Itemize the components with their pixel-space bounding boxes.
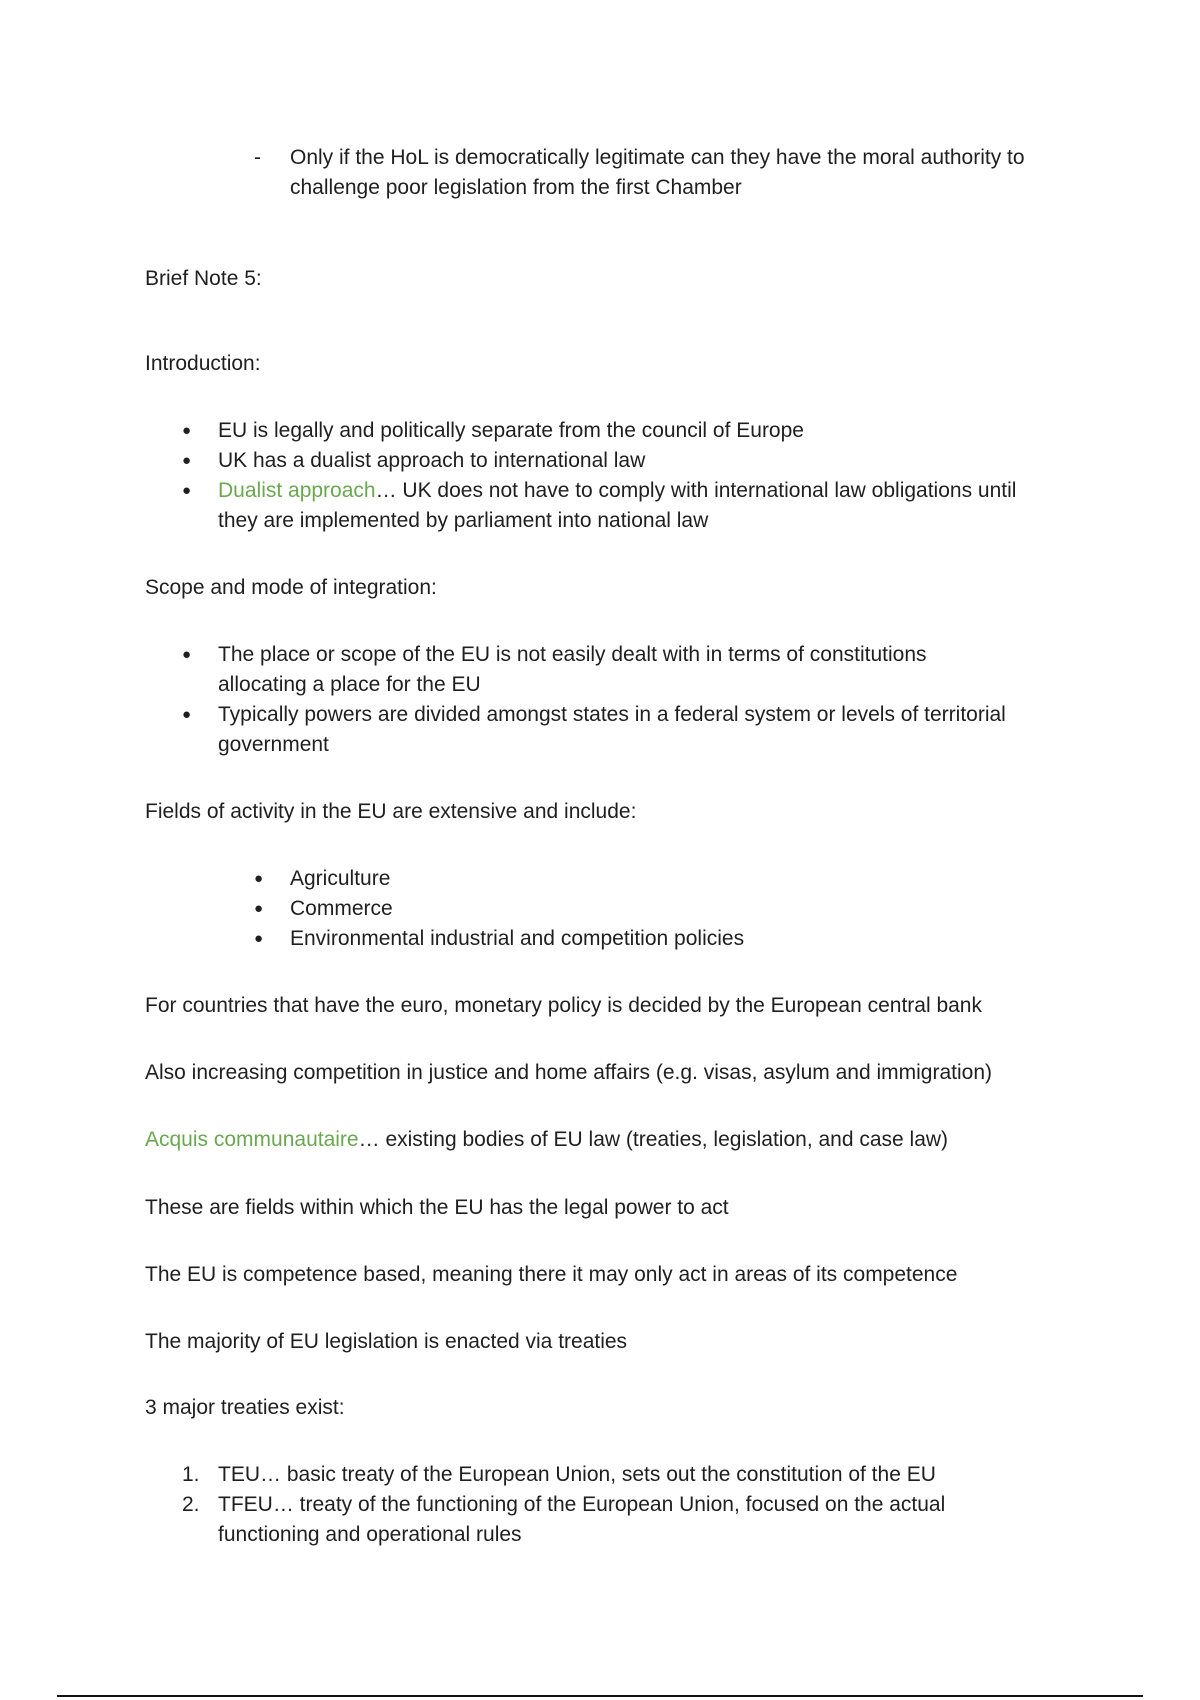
list-item — [182, 1490, 1082, 1550]
list-item — [182, 1460, 1082, 1490]
list-item-text: Commerce — [290, 897, 393, 920]
list-item — [254, 894, 1054, 924]
page-bottom-rule — [57, 1695, 1143, 1697]
bullet-icon: ● — [254, 930, 264, 947]
dualist-term: Dualist approach — [218, 479, 376, 502]
list-item — [182, 700, 1102, 760]
list-item — [182, 446, 1102, 476]
list-number: 2. — [182, 1493, 200, 1516]
list-item-text: UK has a dualist approach to international law — [218, 449, 646, 472]
introduction-list — [182, 416, 1102, 536]
list-item-text: TFEU… treaty of the functioning of the European Union, focused on the actual functioning and operational rules — [218, 1493, 946, 1546]
scope-list — [182, 640, 1102, 760]
dash-list-item — [254, 143, 1084, 203]
euro-paragraph: For countries that have the euro, monetary policy is decided by the European central bank — [145, 994, 982, 1017]
bullet-icon: ● — [182, 482, 192, 499]
competence-paragraph: The EU is competence based, meaning there it may only act in areas of its competence — [145, 1263, 958, 1286]
bullet-icon: ● — [254, 870, 264, 887]
introduction-heading: Introduction: — [145, 352, 261, 375]
list-item-text: EU is legally and politically separate from the council of Europe — [218, 419, 804, 442]
list-item-text: TEU… basic treaty of the European Union, sets out the constitution of the EU — [218, 1463, 936, 1486]
bullet-icon: ● — [254, 900, 264, 917]
justice-paragraph: Also increasing competition in justice and home affairs (e.g. visas, asylum and immigration) — [145, 1061, 992, 1084]
list-item — [254, 924, 1054, 954]
fields-list — [254, 864, 1054, 954]
fields-power-paragraph: These are fields within which the EU has the legal power to act — [145, 1196, 729, 1219]
list-item-text — [182, 476, 1038, 536]
list-item-text: Environmental industrial and competition policies — [290, 927, 745, 950]
list-item-dualist — [182, 476, 1102, 536]
list-item-text: The place or scope of the EU is not easily dealt with in terms of constitutions allocating a place for the EU — [218, 643, 927, 696]
dash-item-text: Only if the HoL is democratically legitimate can they have the moral authority to challenge poor legislation from the first Chamber — [290, 146, 1025, 199]
list-item-text: Agriculture — [290, 867, 391, 890]
bullet-icon: ● — [182, 706, 192, 723]
bullet-icon: ● — [182, 646, 192, 663]
dash-marker: - — [254, 146, 261, 169]
bullet-icon: ● — [182, 452, 192, 469]
acquis-term: Acquis communautaire — [145, 1128, 359, 1151]
acquis-definition: … existing bodies of EU law (treaties, legislation, and case law) — [358, 1128, 949, 1151]
list-item — [182, 416, 1102, 446]
list-item — [254, 864, 1054, 894]
fields-heading: Fields of activity in the EU are extensive and include: — [145, 800, 637, 823]
treaties-list — [182, 1460, 1082, 1550]
dualist-definition: … UK does not have to comply with international law obligations until they are implemented by parliament into national law — [218, 479, 1017, 532]
list-number: 1. — [182, 1463, 200, 1486]
acquis-paragraph — [145, 1125, 948, 1155]
bullet-icon: ● — [182, 422, 192, 439]
list-item-text: Typically powers are divided amongst states in a federal system or levels of territorial government — [218, 703, 1006, 756]
legislation-paragraph: The majority of EU legislation is enacted via treaties — [145, 1330, 628, 1353]
scope-heading: Scope and mode of integration: — [145, 576, 437, 599]
treaties-heading: 3 major treaties exist: — [145, 1396, 345, 1419]
list-item — [182, 640, 1102, 700]
brief-note-heading: Brief Note 5: — [145, 267, 262, 290]
